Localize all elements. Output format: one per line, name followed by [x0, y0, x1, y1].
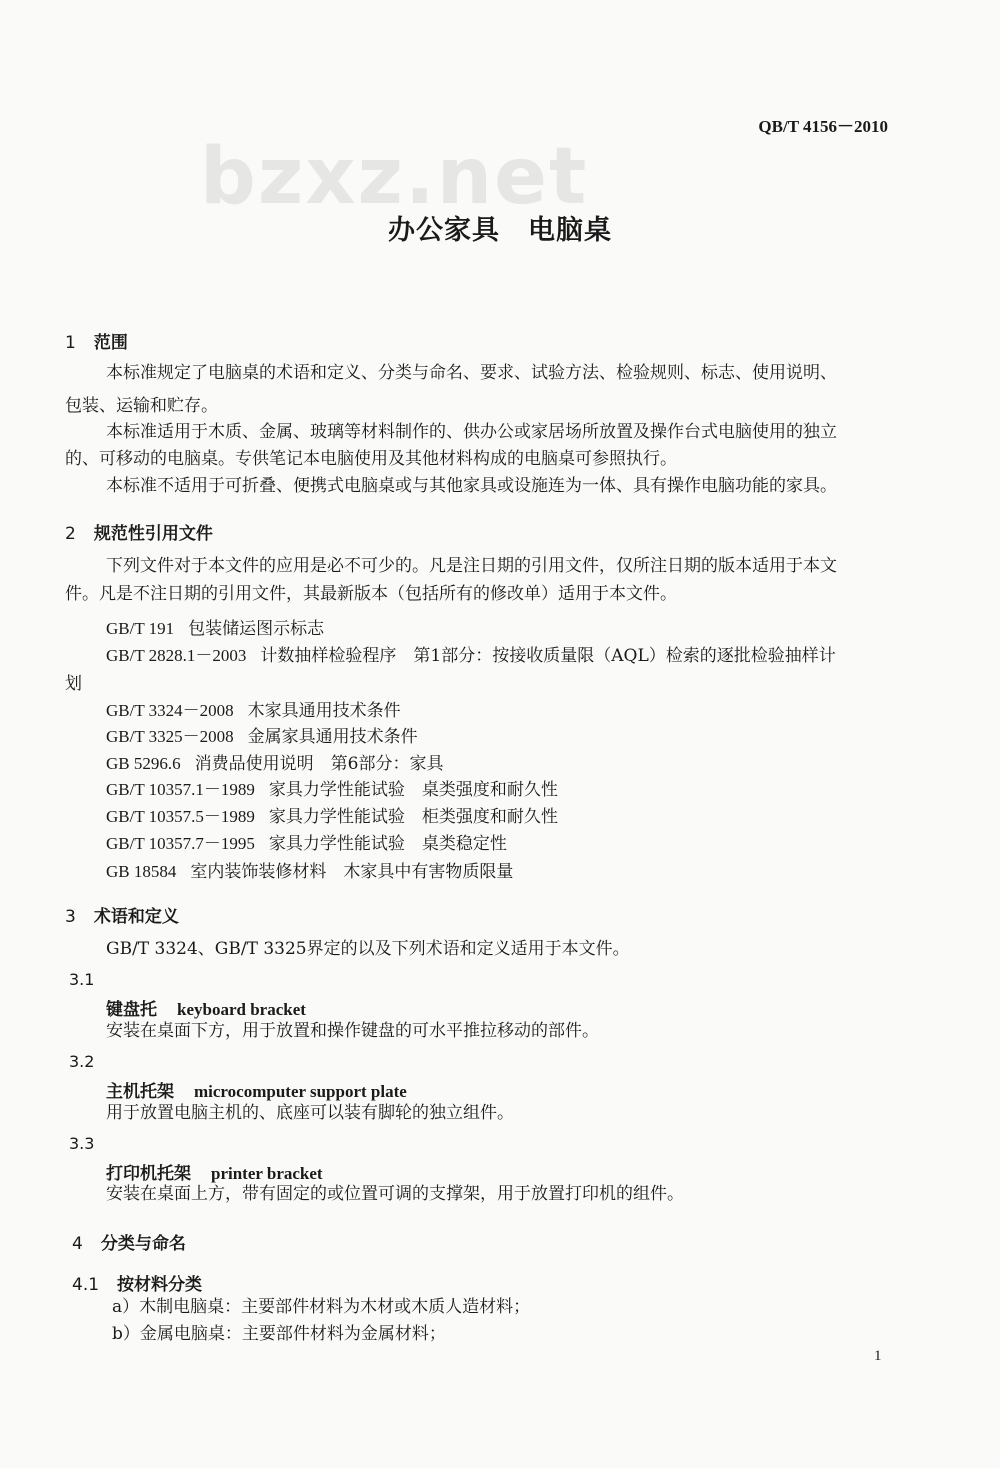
reference-code: GB/T 10357.5－1989 — [106, 807, 255, 826]
normative-reference — [106, 614, 324, 639]
reference-code: GB/T 10357.7－1995 — [106, 834, 255, 853]
normative-reference — [106, 722, 418, 747]
paragraph-line: 件。凡是不注日期的引用文件，其最新版本（包括所有的修改单）适用于本文件。 — [65, 584, 677, 604]
document-title: 办公家具 电脑桌 — [388, 215, 612, 246]
reference-name: 消费品使用说明 第6部分：家具 — [194, 754, 444, 774]
normative-reference — [106, 829, 507, 854]
reference-code: GB/T 191 — [106, 619, 175, 638]
reference-name: 金属家具通用技术条件 — [247, 727, 418, 747]
standard-code: QB/T 4156－2010 — [758, 117, 888, 136]
section-title: 范围 — [93, 333, 128, 353]
reference-name: 家具力学性能试验 柜类强度和耐久性 — [268, 807, 558, 827]
reference-name: 木家具通用技术条件 — [247, 701, 401, 721]
reference-code: GB 18584 — [106, 862, 177, 881]
subsection-title: 按材料分类 — [117, 1275, 203, 1295]
section-number: 3 — [65, 907, 76, 927]
term-en: microcomputer support plate — [194, 1082, 407, 1101]
list-item: a）木制电脑桌：主要部件材料为木材或木质人造材料； — [112, 1297, 531, 1317]
reference-name: 包装储运图示标志 — [188, 619, 325, 639]
reference-code: GB 5296.6 — [106, 754, 181, 773]
term-zh: 打印机托架 — [106, 1164, 191, 1184]
reference-name: 家具力学性能试验 桌类强度和耐久性 — [268, 780, 558, 800]
normative-reference — [106, 749, 443, 774]
section-number: 4 — [72, 1234, 83, 1254]
paragraph-line: 的、可移动的电脑桌。专供笔记本电脑使用及其他材料构成的电脑桌可参照执行。 — [65, 449, 677, 469]
section-title: 分类与命名 — [100, 1234, 186, 1254]
section-number: 1 — [65, 333, 76, 353]
term-zh: 键盘托 — [106, 1000, 157, 1020]
reference-continuation: 划 — [65, 674, 82, 694]
clause-number: 3.2 — [69, 1052, 95, 1071]
term-definition: 安装在桌面上方，带有固定的或位置可调的支撑架，用于放置打印机的组件。 — [106, 1184, 684, 1204]
section-4-heading — [72, 1229, 186, 1254]
section-2-heading — [65, 519, 213, 544]
section-3-heading — [65, 902, 179, 927]
paragraph-line: 包装、运输和贮存。 — [65, 396, 218, 416]
normative-reference — [106, 696, 401, 721]
paragraph-line: 下列文件对于本文件的应用是必不可少的。凡是注日期的引用文件，仅所注日期的版本适用于本文 — [106, 556, 837, 576]
reference-code: GB/T 3325－2008 — [106, 727, 234, 746]
page-number: 1 — [874, 1348, 882, 1364]
term-zh: 主机托架 — [106, 1082, 174, 1102]
reference-name: 室内装饰装修材料 木家具中有害物质限量 — [190, 862, 514, 882]
subsection-number: 4.1 — [72, 1275, 100, 1295]
normative-reference — [106, 857, 513, 882]
normative-reference — [106, 775, 558, 800]
watermark: bzxz.net — [200, 132, 589, 222]
term-definition: 安装在桌面下方，用于放置和操作键盘的可水平推拉移动的部件。 — [106, 1021, 599, 1041]
section-number: 2 — [65, 524, 76, 544]
reference-code: GB/T 2828.1－2003 — [106, 646, 247, 665]
paragraph-line: 本标准适用于木质、金属、玻璃等材料制作的、供办公或家居场所放置及操作台式电脑使用的独立 — [106, 422, 837, 442]
clause-number: 3.1 — [69, 970, 95, 989]
normative-reference — [106, 802, 558, 827]
list-item: b）金属电脑桌：主要部件材料为金属材料； — [112, 1324, 446, 1344]
normative-reference — [106, 641, 836, 666]
reference-code: GB/T 3324－2008 — [106, 701, 234, 720]
paragraph-line: 本标准不适用于可折叠、便携式电脑桌或与其他家具或设施连为一体、具有操作电脑功能的家具。 — [106, 476, 837, 496]
section-1-heading — [65, 328, 128, 353]
reference-name: 计数抽样检验程序 第1部分：按接收质量限（AQL）检索的逐批检验抽样计 — [260, 646, 836, 666]
paragraph-line: 本标准规定了电脑桌的术语和定义、分类与命名、要求、试验方法、检验规则、标志、使用说明、 — [106, 363, 837, 383]
subsection-heading — [72, 1270, 202, 1295]
section-title: 规范性引用文件 — [93, 524, 213, 544]
reference-code: GB/T 10357.1－1989 — [106, 780, 255, 799]
term-en: keyboard bracket — [177, 1000, 306, 1019]
term-en: printer bracket — [211, 1164, 323, 1183]
section-title: 术语和定义 — [93, 907, 179, 927]
clause-number: 3.3 — [69, 1134, 95, 1153]
paragraph-line: GB/T 3324、GB/T 3325界定的以及下列术语和定义适用于本文件。 — [106, 939, 630, 959]
term-definition: 用于放置电脑主机的、底座可以装有脚轮的独立组件。 — [106, 1103, 514, 1123]
reference-name: 家具力学性能试验 桌类稳定性 — [268, 834, 507, 854]
